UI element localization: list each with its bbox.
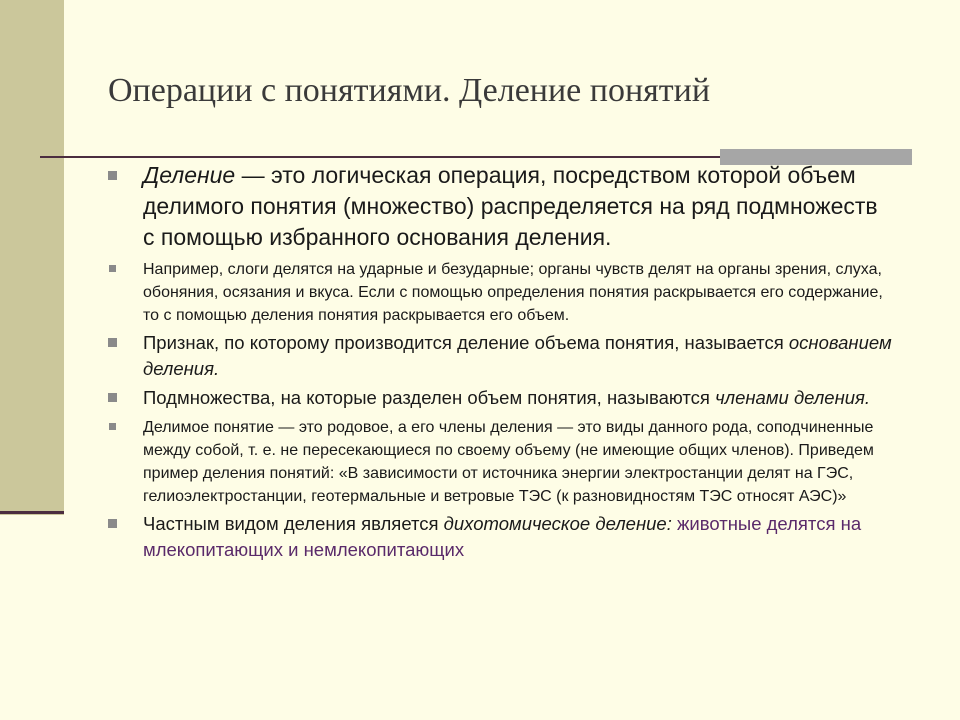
- square-bullet-icon: [108, 519, 117, 528]
- square-bullet-icon: [108, 338, 117, 347]
- dichotomy-example: животные делятся на млекопитающих и немлекопитающих: [143, 513, 862, 560]
- left-decor-line: [0, 511, 64, 514]
- term-basis: основанием деления.: [143, 332, 892, 379]
- square-bullet-icon: [109, 423, 116, 430]
- slide-content: [104, 158, 894, 563]
- term-dichotomy: дихотомическое деление:: [443, 513, 672, 534]
- term-members: членами деления.: [715, 387, 871, 408]
- basis-text: Признак, по которому производится деление объема понятия, называется: [143, 332, 789, 353]
- bullet-item-genus: [104, 416, 894, 508]
- bullet-item-definition: [104, 160, 894, 253]
- genus-text: Делимое понятие — это родовое, а его члены деления — это виды данного рода, соподчиненные между собой, т. е. не пересекающиеся по своему объему (не имеющие общих членов). Приведем пример деления понятий: «В зависимости от источника энергии электростанции делят на ГЭС, гелиоэлектростанции, геотермальные и ветровые ТЭС (к разновидностям ТЭС относят АЭС)»: [143, 419, 874, 505]
- members-text: Подмножества, на которые разделен объем понятия, называются: [143, 387, 716, 408]
- bullet-item-example: [104, 258, 894, 327]
- term-division: Деление: [143, 162, 236, 188]
- definition-text: — это логическая операция, посредством которой объем делимого понятия (множество) распределяется на ряд подмножеств с помощью избранного основания деления.: [143, 162, 878, 250]
- square-bullet-icon: [108, 171, 117, 180]
- square-bullet-icon: [108, 393, 117, 402]
- bullet-item-members: [104, 385, 894, 411]
- bullet-item-basis: [104, 330, 894, 382]
- dichotomy-text: Частным видом деления является: [143, 513, 444, 534]
- example-text: Например, слоги делятся на ударные и безударные; органы чувств делят на органы зрения, слуха, обоняния, осязания и вкуса. Если с помощью определения понятия раскрывается его содержание, то с помощью деления понятия раскрывается его объем.: [143, 261, 883, 324]
- left-decor-bar: [0, 0, 64, 515]
- bullet-item-dichotomy: [104, 511, 894, 563]
- square-bullet-icon: [109, 265, 116, 272]
- slide-title: Операции с понятиями. Деление понятий: [108, 72, 711, 109]
